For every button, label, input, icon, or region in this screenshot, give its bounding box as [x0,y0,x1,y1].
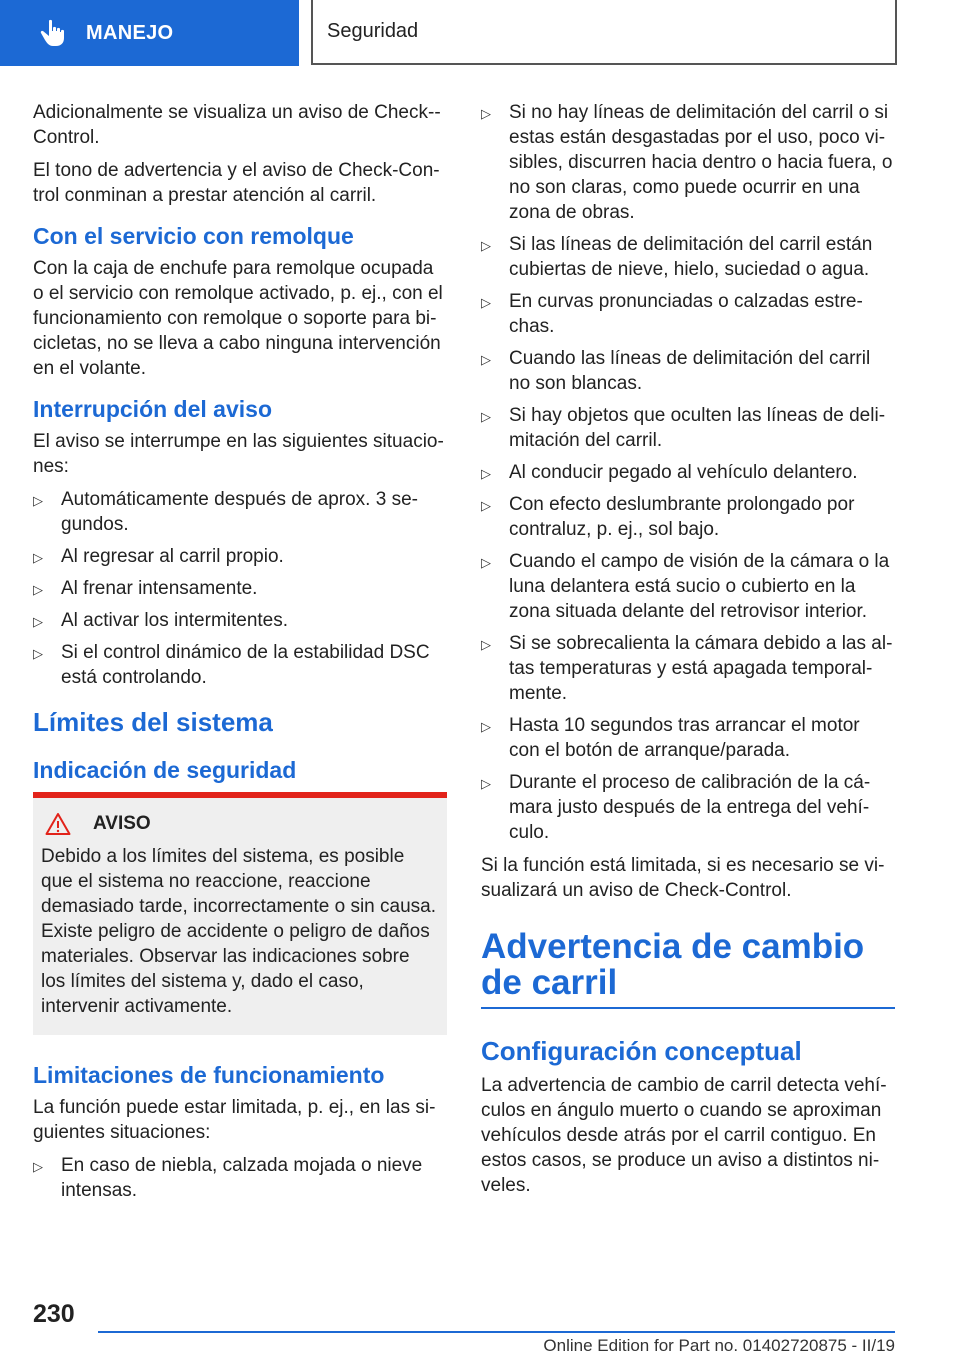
list-item [33,640,447,690]
bullet-triangle-icon: ▷ [481,238,491,253]
list-item-text: Durante el proceso de calibración de la cámara justo después de la entrega del vehículo. [509,772,871,843]
list-item-text: Si se sobrecalienta la cámara debido a las altas temperaturas y está apagada temporalmente. [509,633,893,704]
bullet-triangle-icon: ▷ [33,582,43,597]
heading-interrupcion: Interrupción del aviso [33,396,272,422]
left-column [33,100,447,1211]
bullet-triangle-icon: ▷ [33,614,43,629]
paragraph: La función puede estar limitada, p. ej., en las siguientes situaciones: [33,1097,436,1143]
paragraph: El aviso se interrumpe en las siguientes situaciones: [33,431,444,477]
paragraph: Con la caja de enchufe para remolque ocupada o el servicio con remolque activado, p. ej., con el funcionamiento con remolque o soporte para bicicletas, no se lleva a cabo ninguna intervención en el volante. [33,258,443,379]
warning-text: Debido a los límites del sistema, es posible que el sistema no reaccione, reaccione demasiado tarde, incorrectamente o sin causa. Existe peligro de accidente o peligro de daños materiales. Observar las indicaciones sobre los límites del sistema y, dado el caso, intervenir activamente. [41,846,436,1017]
bullet-triangle-icon: ▷ [481,106,491,121]
bullet-triangle-icon: ▷ [481,295,491,310]
paragraph: El tono de advertencia y el aviso de Check-Control conminan a prestar atención al carril. [33,160,440,206]
bullet-triangle-icon: ▷ [481,498,491,513]
bullet-triangle-icon: ▷ [33,1159,43,1174]
list-item-text: Si el control dinámico de la estabilidad DSC está controlando. [61,642,430,688]
list-item-text: Hasta 10 segundos tras arrancar el motor con el botón de arranque/parada. [509,715,860,761]
page-number: 230 [33,1300,75,1328]
chapter-tab-label: Seguridad [327,20,419,42]
limitaciones-list-left [33,1153,447,1203]
list-item [481,232,895,282]
list-item [481,346,895,396]
list-item [481,713,895,763]
list-item [481,492,895,542]
list-item-text: Al frenar intensamente. [61,578,258,599]
bullet-triangle-icon: ▷ [481,466,491,481]
bullet-triangle-icon: ▷ [481,637,491,652]
list-item-text: Al regresar al carril propio. [61,546,284,567]
list-item-text: En curvas pronunciadas o calzadas estrechas. [509,291,863,337]
list-item-text: Cuando las líneas de delimitación del carril no son blancas. [509,348,871,394]
bullet-triangle-icon: ▷ [481,719,491,734]
bullet-triangle-icon: ▷ [481,555,491,570]
list-item-text: Al activar los intermitentes. [61,610,289,631]
footer-edition: Online Edition for Part no. 01402720875 - II/19 [543,1336,895,1355]
list-item [481,770,895,845]
limitaciones-list-right [481,100,895,845]
list-item [33,1153,447,1203]
interrupcion-list [33,487,447,690]
bullet-triangle-icon: ▷ [481,409,491,424]
heading-indicacion: Indicación de seguridad [33,757,297,783]
list-item [33,608,447,633]
list-item-text: Si no hay líneas de delimitación del carril o si estas están desgastadas por el uso, poco visibles, discurren hacia dentro o hacia fuera, o no son claras, como puede ocurrir en una zona de obras. [509,102,893,223]
list-item [481,100,895,225]
heading-rule [481,1007,895,1009]
bullet-triangle-icon: ▷ [33,550,43,565]
list-item [33,544,447,569]
footer-rule [98,1331,895,1333]
warning-triangle-icon [45,812,71,836]
warning-box [33,792,447,1035]
list-item [481,631,895,706]
list-item [481,403,895,453]
bullet-triangle-icon: ▷ [33,493,43,508]
paragraph: Si la función está limitada, si es necesario se visualizará un aviso de Check-Control. [481,855,885,901]
heading-limitaciones: Limitaciones de funcionamiento [33,1062,385,1088]
list-item-text: Al conducir pegado al vehículo delantero. [509,462,858,483]
heading-limites: Límites del sistema [33,707,273,737]
paragraph: La advertencia de cambio de carril detecta vehículos en ángulo muerto o cuando se aproximan vehículos desde atrás por el carril contiguo. En estos casos, se produce un aviso a distintos niveles. [481,1075,887,1196]
bullet-triangle-icon: ▷ [481,352,491,367]
list-item-text: Si hay objetos que oculten las líneas de delimitación del carril. [509,405,886,451]
chapter-tab-seguridad[interactable] [311,0,897,65]
section-tab-label: MANEJO [86,21,174,44]
list-item-text: Con efecto deslumbrante prolongado por contraluz, p. ej., sol bajo. [509,494,855,540]
list-item [33,576,447,601]
bullet-triangle-icon: ▷ [33,646,43,661]
heading-remolque: Con el servicio con remolque [33,223,354,249]
bullet-triangle-icon: ▷ [481,776,491,791]
paragraph: Adicionalmente se visualiza un aviso de Check--Control. [33,102,441,148]
list-item [481,460,895,485]
list-item [33,487,447,537]
list-item-text: Cuando el campo de visión de la cámara o la luna delantera está sucio o cubierto en la zona situada delante del retrovisor interior. [509,551,890,622]
heading-advertencia: Advertencia de cambio de carril [481,927,865,1002]
list-item-text: En caso de niebla, calzada mojada o nieve intensas. [61,1155,423,1201]
warning-title: AVISO [93,813,151,834]
list-item-text: Si las líneas de delimitación del carril están cubiertas de nieve, hielo, suciedad o agua. [509,234,873,280]
section-tab-manejo[interactable] [0,0,299,66]
right-column [481,100,895,1206]
list-item [481,289,895,339]
heading-configuracion: Configuración conceptual [481,1036,802,1066]
list-item [481,549,895,624]
warning-header [41,812,437,836]
hand-pointer-icon [38,18,68,48]
list-item-text: Automáticamente después de aprox. 3 segundos. [61,489,418,535]
